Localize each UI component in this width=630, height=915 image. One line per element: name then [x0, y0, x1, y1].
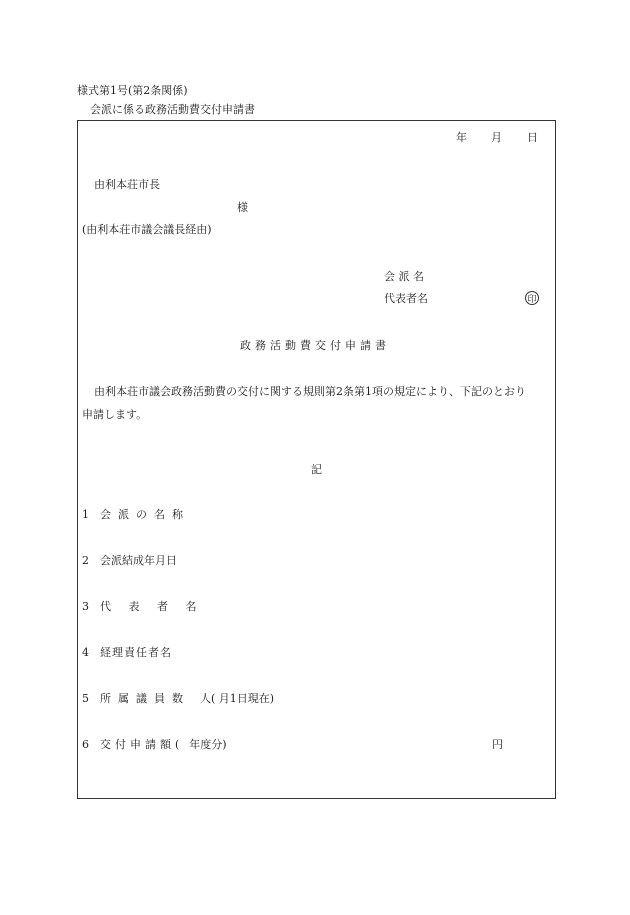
date-month: 月 [491, 131, 502, 144]
recipient-via: (由利本荘市議会議長経由) [82, 223, 212, 236]
ki-heading: 記 [311, 463, 322, 476]
list-item [82, 555, 177, 566]
item-label: 会派結成年月日 [100, 554, 177, 567]
yen-unit: 円 [492, 738, 503, 751]
item-label: 経理責任者名 [100, 646, 172, 659]
form-number: 様式第1号(第2条関係) [77, 84, 188, 97]
item-label: 所属議員数 [100, 692, 190, 705]
date-year: 年 [456, 131, 467, 144]
item-label: 代 表 者 名 [100, 600, 204, 613]
body-text-line2: 申請します。 [82, 408, 148, 421]
body-text-line1: 由利本荘市議会政務活動費の交付に関する規則第2条第1項の規定により、下記のとおり [94, 385, 526, 398]
recipient-honorific: 様 [237, 201, 248, 214]
item-suffix: 年度分) [189, 738, 227, 751]
item-number: 1 [82, 508, 89, 521]
list-item [82, 509, 190, 520]
list-item [82, 647, 172, 658]
item-number: 3 [82, 600, 89, 613]
item-number: 6 [82, 738, 89, 751]
item-suffix: 人( 月1日現在) [200, 692, 275, 705]
date-day: 日 [527, 131, 538, 144]
list-item [82, 601, 204, 612]
faction-name-label: 会 派 名 [384, 270, 424, 283]
recipient-name: 由利本荘市長 [94, 178, 160, 191]
item-number: 5 [82, 692, 89, 705]
item-label: 交付申請額( [100, 738, 184, 751]
item-label: 会派の名称 [100, 508, 190, 521]
form-subtitle: 会派に係る政務活動費交付申請書 [90, 103, 255, 116]
representative-label: 代表者名 [384, 292, 428, 305]
seal-mark: 印 [525, 291, 539, 305]
item-number: 4 [82, 646, 89, 659]
document-title: 政務活動費交付申請書 [240, 339, 390, 352]
item-number: 2 [82, 554, 89, 567]
list-item [82, 693, 274, 704]
list-item [82, 739, 227, 750]
